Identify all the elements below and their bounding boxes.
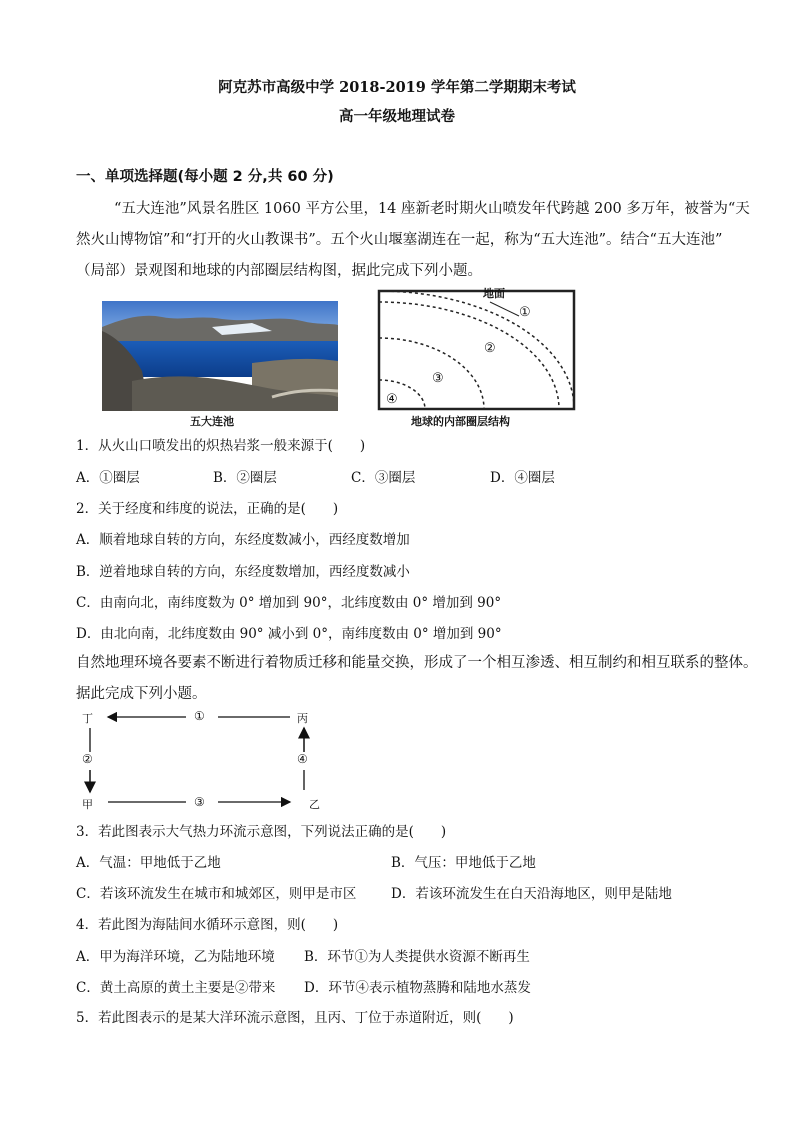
q4-option-d: D．环节④表示植物蒸腾和陆地水蒸发 [304,980,531,996]
corner-ding: 丁 [82,712,93,725]
q1-option-d: D．④圈层 [490,470,555,486]
wudalianchi-photo [102,301,338,411]
q3-stem: 3．若此图表示大气热力环流示意图，下列说法正确的是( ) [76,824,447,840]
q2-option-b: B．逆着地球自转的方向，东经度数增加，西经度数减小 [76,564,410,580]
layer-label-2: ② [484,341,496,356]
arrow-label-3: ③ [194,795,205,809]
exam-subtitle: 高一年级地理试卷 [339,108,455,125]
q3-option-a: A．气温：甲地低于乙地 [76,855,221,871]
layer-label-3: ③ [432,371,444,386]
q5-stem: 5．若此图表示的是某大洋环流示意图，且丙、丁位于赤道附近，则( ) [76,1010,514,1026]
layer-label-1: ① [519,305,531,320]
corner-jia: 甲 [82,798,93,811]
surface-label: 地面 [483,287,505,300]
intro1-line3: （局部）景观图和地球的内部圈层结构图，据此完成下列小题。 [76,263,482,279]
q4-option-c: C．黄土高原的黄土主要是②带来 [76,980,276,996]
q3-option-b: B．气压：甲地低于乙地 [391,855,536,871]
layer-label-4: ④ [386,392,398,407]
corner-yi: 乙 [309,798,320,811]
q3-option-c: C．若该环流发生在城市和城郊区，则甲是市区 [76,886,357,902]
intro2-line1: 自然地理环境各要素不断进行着物质迁移和能量交换，形成了一个相互渗透、相互制约和相互联系的整体。 [76,655,758,671]
q3-option-d: D．若该环流发生在白天沿海地区，则甲是陆地 [391,886,672,902]
q2-stem: 2．关于经度和纬度的说法，正确的是( ) [76,501,339,517]
q4-option-b: B．环节①为人类提供水资源不断再生 [304,949,530,965]
q4-option-a: A．甲为海洋环境，乙为陆地环境 [76,949,275,965]
corner-bing: 丙 [297,712,308,725]
q2-option-d: D．由北向南，北纬度数由 90° 减小到 0°，南纬度数由 0° 增加到 90° [76,626,502,642]
intro1-line1: “五大连池”风景名胜区 1060 平方公里，14 座新老时期火山喷发年代跨越 200 多万年，被誉为“天 [114,201,750,217]
intro2-line2: 据此完成下列小题。 [76,686,207,702]
photo-caption: 五大连池 [190,415,234,428]
q1-option-a: A．①圈层 [76,470,140,486]
intro1-line2: 然火山博物馆”和“打开的火山教课书”。五个火山堰塞湖连在一起，称为“五大连池”。结合“五大连池” [76,232,723,248]
q1-option-c: C．③圈层 [351,470,416,486]
q2-option-a: A．顺着地球自转的方向，东经度数减小，西经度数增加 [76,532,410,548]
exam-title: 阿克苏市高级中学 2018-2019 学年第二学期期末考试 [218,79,576,96]
q1-option-b: B．②圈层 [213,470,277,486]
earth-layers-diagram [375,288,580,413]
q2-option-c: C．由南向北，南纬度数为 0° 增加到 90°，北纬度数由 0° 增加到 90° [76,595,502,611]
section-heading: 一、单项选择题(每小题 2 分,共 60 分) [76,169,334,185]
arrow-label-1: ① [194,709,205,723]
q4-stem: 4．若此图为海陆间水循环示意图，则( ) [76,917,339,933]
arrow-label-2: ② [82,752,93,766]
diagram-caption: 地球的内部圈层结构 [411,415,510,428]
arrow-label-4: ④ [297,752,308,766]
q1-stem: 1．从火山口喷发出的炽热岩浆一般来源于( ) [76,438,366,454]
